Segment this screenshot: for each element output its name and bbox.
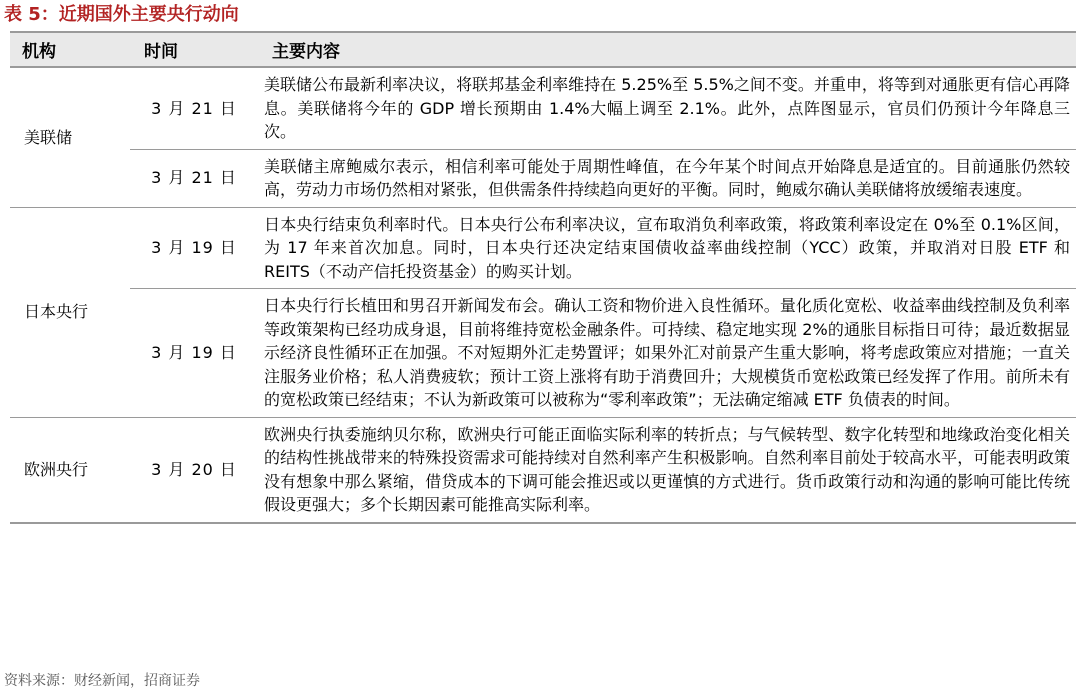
central-bank-table — [10, 31, 1076, 524]
time-cell: 3 月 19 日 — [130, 207, 258, 289]
table-row — [10, 289, 1076, 418]
table-row — [10, 67, 1076, 149]
header-content: 主要内容 — [258, 32, 1076, 67]
table-row — [10, 207, 1076, 289]
content-cell: 欧洲央行执委施纳贝尔称，欧洲央行可能正面临实际利率的转折点；与气候转型、数字化转型和地缘政治变化相关的结构性挑战带来的特殊投资需求可能持续对自然利率产生积极影响。自然利率目前处于较高水平，可能表明政策没有想象中那么紧缩，借贷成本的下调可能会推迟或以更谨慎的方式进行。货币政策行动和沟通的影响可能比传统假设更强大；多个长期因素可能推高实际利率。 — [258, 417, 1076, 523]
content-cell: 美联储主席鲍威尔表示，相信利率可能处于周期性峰值，在今年某个时间点开始降息是适宜的。目前通胀仍然较高，劳动力市场仍然相对紧张，但供需条件持续趋向更好的平衡。同时，鲍威尔确认美联储将放缓缩表速度。 — [258, 149, 1076, 207]
table-row — [10, 417, 1076, 523]
time-cell: 3 月 19 日 — [130, 289, 258, 418]
table-title: 表 5：近期国外主要央行动向 — [4, 4, 239, 25]
source-note: 资料来源：财经新闻，招商证券 — [4, 673, 200, 689]
time-cell: 3 月 20 日 — [130, 417, 258, 523]
header-time: 时间 — [130, 32, 258, 67]
content-cell: 美联储公布最新利率决议，将联邦基金利率维持在 5.25%至 5.5%之间不变。并重申，将等到对通胀更有信心再降息。美联储将今年的 GDP 增长预期由 1.4%大幅上调至 2.1%。此外，点阵图显示，官员们仍预计今年降息三次。 — [258, 67, 1076, 149]
table-row — [10, 149, 1076, 207]
time-cell: 3 月 21 日 — [130, 149, 258, 207]
institution-cell: 日本央行 — [10, 207, 130, 417]
header-institution: 机构 — [10, 32, 130, 67]
header-row — [10, 32, 1076, 67]
content-cell: 日本央行结束负利率时代。日本央行公布利率决议，宣布取消负利率政策，将政策利率设定在 0%至 0.1%区间，为 17 年来首次加息。同时，日本央行还决定结束国债收益率曲线控制（YCC）政策，并取消对日股 ETF 和 REITS（不动产信托投资基金）的购买计划。 — [258, 207, 1076, 289]
content-cell: 日本央行行长植田和男召开新闻发布会。确认工资和物价进入良性循环。量化质化宽松、收益率曲线控制及负利率等政策架构已经功成身退，目前将维持宽松金融条件。可持续、稳定地实现 2%的通胀目标指日可待；最近数据显示经济良性循环正在加强。不对短期外汇走势置评；如果外汇对前景产生重大影响，将考虑政策应对措施；一直关注服务业价格；私人消费疲软；预计工资上涨将有助于消费回升；大规模货币宽松政策已经发挥了作用。前所未有的宽松政策已经结束；不认为新政策可以被称为“零利率政策”；无法确定缩减 ETF 负债表的时间。 — [258, 289, 1076, 418]
institution-cell: 欧洲央行 — [10, 417, 130, 523]
time-cell: 3 月 21 日 — [130, 67, 258, 149]
institution-cell: 美联储 — [10, 67, 130, 207]
